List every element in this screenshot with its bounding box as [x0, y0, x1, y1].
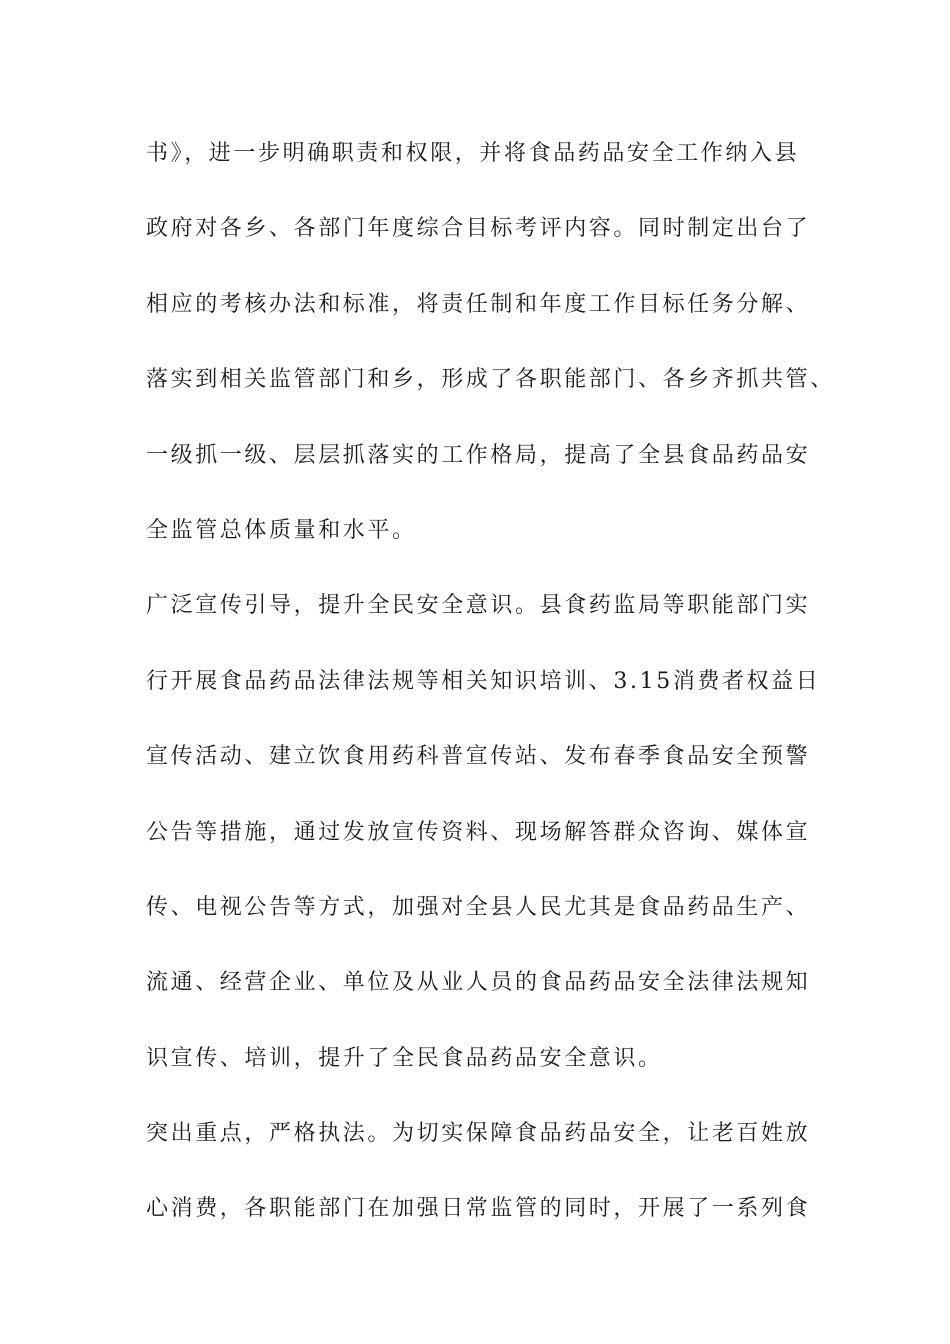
text-line-6: 全监管总体质量和水平。: [146, 517, 417, 543]
text-line-2: 政府对各乡、各部门年度综合目标考评内容。同时制定出台了: [146, 216, 811, 242]
text-line-7: 广泛宣传引导，提升全民安全意识。县食药监局等职能部门实: [146, 593, 811, 619]
text-line-3: 相应的考核办法和标准，将责任制和年度工作目标任务分解、: [146, 291, 811, 317]
text-line-13: 识宣传、培训，提升了全民食品药品安全意识。: [146, 1045, 663, 1071]
text-line-1: 书》，进一步明确职责和权限，并将食品药品安全工作纳入县: [146, 141, 800, 166]
text-line-4: 落实到相关监管部门和乡，形成了各职能部门、各乡齐抓共管、: [146, 367, 835, 393]
text-line-15: 心消费，各职能部门在加强日常监管的同时，开展了一系列食: [146, 1196, 811, 1222]
text-line-12: 流通、经营企业、单位及从业人员的食品药品安全法律法规知: [146, 970, 811, 996]
text-line-8: 行开展食品药品法律法规等相关知识培训、3.15消费者权益日: [146, 668, 821, 694]
text-line-5: 一级抓一级、层层抓落实的工作格局，提高了全县食品药品安: [146, 442, 811, 468]
text-line-14: 突出重点，严格执法。为切实保障食品药品安全，让老百姓放: [146, 1121, 811, 1147]
text-line-11: 传、电视公告等方式，加强对全县人民尤其是食品药品生产、: [146, 894, 811, 920]
body-text: [146, 132, 835, 1263]
text-line-10: 公告等措施，通过发放宣传资料、现场解答群众咨询、媒体宣: [146, 819, 811, 845]
text-line-9: 宣传活动、建立饮食用药科普宣传站、发布春季食品安全预警: [146, 744, 811, 770]
